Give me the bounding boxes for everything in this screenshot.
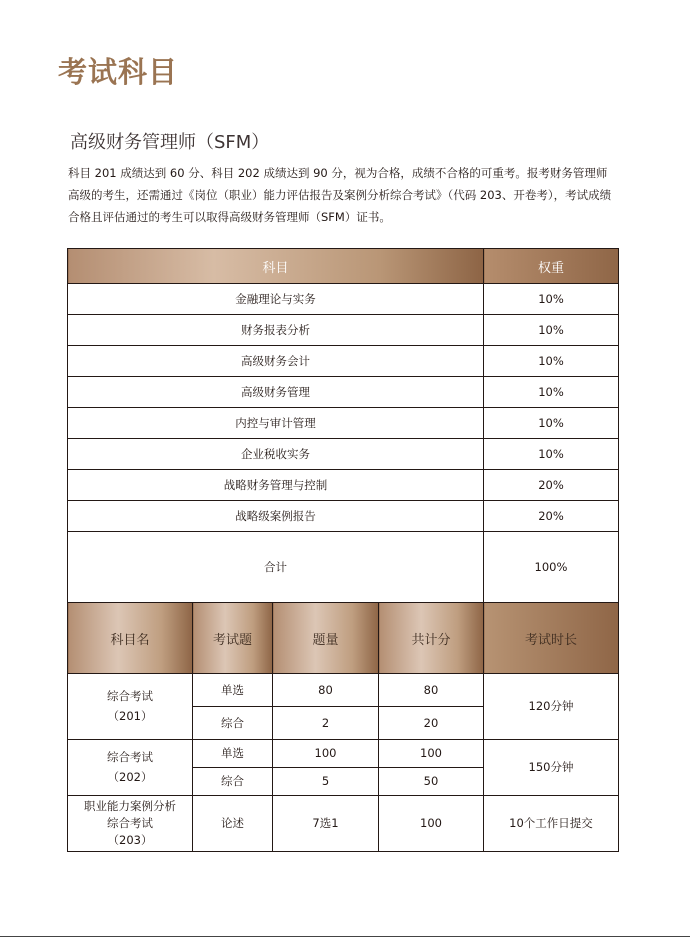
- table-row: [68, 470, 619, 501]
- question-type-cell: 综合: [193, 768, 273, 796]
- intro-paragraph: 科目 201 成绩达到 60 分、科目 202 成绩达到 90 分，视为合格，成绩不合格的可重考。报考财务管理师高级的考生，还需通过《岗位（职业）能力评估报告及案例分析综合考试》（代码 203、开卷考），考试成绩合格且评估通过的考生可以取得高级财务管理师（SFM）证书。: [68, 166, 612, 224]
- table-row: [68, 284, 619, 315]
- question-count-cell: 100: [273, 740, 379, 768]
- weight-cell: 10%: [484, 284, 619, 315]
- weight-cell: 10%: [484, 439, 619, 470]
- question-type-cell: 综合: [193, 707, 273, 740]
- table-header-row: [68, 603, 619, 674]
- question-count-cell: 2: [273, 707, 379, 740]
- table-row: [68, 346, 619, 377]
- page-title: 考试科目: [58, 55, 179, 89]
- weight-cell: 10%: [484, 315, 619, 346]
- exam-code: （201）: [107, 709, 153, 723]
- question-count-cell: 5: [273, 768, 379, 796]
- weight-cell: 10%: [484, 408, 619, 439]
- score-cell: 50: [379, 768, 484, 796]
- subject-weight-table: [67, 248, 619, 603]
- table-row: [68, 501, 619, 532]
- header-question-type: 考试题: [193, 603, 273, 674]
- weight-cell: 20%: [484, 470, 619, 501]
- table-row: [68, 377, 619, 408]
- duration-cell: 120分钟: [484, 674, 619, 740]
- question-count-cell: 80: [273, 674, 379, 707]
- subject-cell: 金融理论与实务: [68, 284, 484, 315]
- table-row: [68, 315, 619, 346]
- total-row: [68, 532, 619, 603]
- exam-name-cell: [68, 796, 193, 852]
- duration-cell: 150分钟: [484, 740, 619, 796]
- exam-code: （202）: [107, 770, 153, 784]
- question-type-cell: 单选: [193, 674, 273, 707]
- exam-name-cell: [68, 740, 193, 796]
- subject-cell: 内控与审计管理: [68, 408, 484, 439]
- score-cell: 100: [379, 740, 484, 768]
- exam-name: 职业能力案例分析: [84, 799, 176, 813]
- table-row: [68, 408, 619, 439]
- exam-name: 综合考试: [107, 689, 153, 703]
- header-subject-name: 科目名: [68, 603, 193, 674]
- table-row: [68, 796, 619, 852]
- header-total-score: 共计分: [379, 603, 484, 674]
- header-subject: 科目: [68, 249, 484, 284]
- subject-cell: 高级财务会计: [68, 346, 484, 377]
- weight-cell: 10%: [484, 346, 619, 377]
- page-bottom-rule: [0, 936, 690, 937]
- question-type-cell: 单选: [193, 740, 273, 768]
- exam-name-line2: 综合考试: [107, 816, 153, 830]
- exam-code: （203）: [107, 833, 153, 847]
- score-cell: 20: [379, 707, 484, 740]
- subject-cell: 高级财务管理: [68, 377, 484, 408]
- table-header-row: [68, 249, 619, 284]
- question-type-cell: 论述: [193, 796, 273, 852]
- score-cell: 80: [379, 674, 484, 707]
- total-weight: 100%: [484, 532, 619, 603]
- header-question-count: 题量: [273, 603, 379, 674]
- score-cell: 100: [379, 796, 484, 852]
- subject-cell: 战略财务管理与控制: [68, 470, 484, 501]
- duration-cell: 10个工作日提交: [484, 796, 619, 852]
- subject-cell: 企业税收实务: [68, 439, 484, 470]
- total-label: 合计: [68, 532, 484, 603]
- exam-name-cell: [68, 674, 193, 740]
- subject-cell: 战略级案例报告: [68, 501, 484, 532]
- header-duration: 考试时长: [484, 603, 619, 674]
- weight-cell: 10%: [484, 377, 619, 408]
- weight-cell: 20%: [484, 501, 619, 532]
- table-row: [68, 674, 619, 707]
- header-weight: 权重: [484, 249, 619, 284]
- exam-schedule-table: [67, 602, 619, 852]
- exam-name: 综合考试: [107, 750, 153, 764]
- section-title: 高级财务管理师（SFM）: [70, 132, 270, 153]
- table-row: [68, 439, 619, 470]
- subject-cell: 财务报表分析: [68, 315, 484, 346]
- question-count-cell: 7选1: [273, 796, 379, 852]
- table-row: [68, 740, 619, 768]
